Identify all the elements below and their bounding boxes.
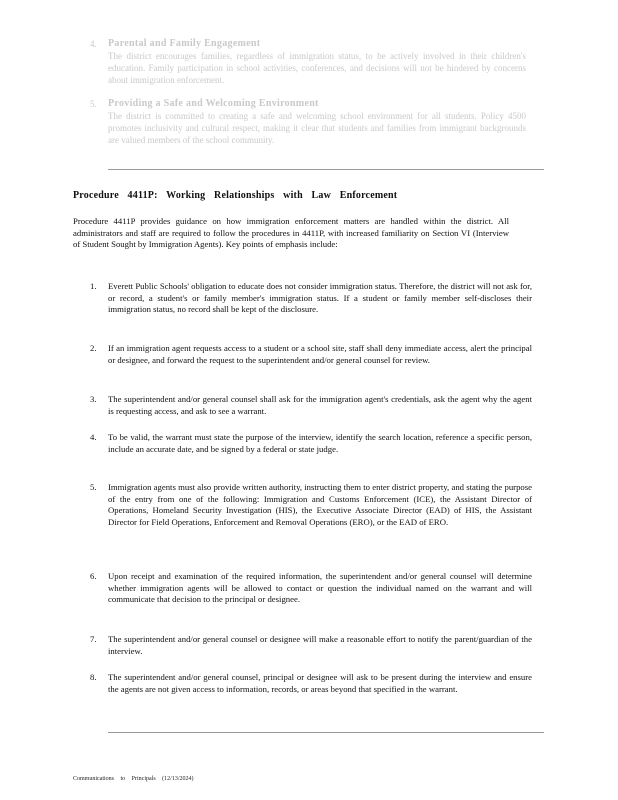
item-text: The district encourages families, regardless of immigration status, to be actively involved in their children's education. Family participation in school activities, conferences, and decisions will not be hindered by concerns about immigration enforcement.	[108, 51, 526, 85]
item-number: 5.	[90, 482, 97, 492]
item-number: 4.	[90, 39, 97, 49]
section-divider	[108, 169, 544, 170]
faded-item-4	[90, 38, 526, 86]
item-number: 8.	[90, 672, 97, 682]
section-divider	[108, 732, 544, 733]
item-number: 6.	[90, 571, 97, 581]
list-item-5	[90, 482, 532, 528]
item-text: If an immigration agent requests access to a student or a school site, staff shall deny immediate access, alert the principal or designee, and forward the request to the superintendent and/or general counsel for review.	[108, 343, 532, 365]
item-text: The superintendent and/or general counsel shall ask for the immigration agent's credentials, ask the agent why the agent is requesting access, and ask to see a warrant.	[108, 394, 532, 416]
item-heading: Parental and Family Engagement	[108, 38, 261, 49]
item-number: 4.	[90, 432, 97, 442]
procedure-intro: Procedure 4411P provides guidance on how immigration enforcement matters are handled within the district. All administrators and staff are required to follow the procedures in 4411P, with increased familiarity on Section VI (Interview of Student Sought by Immigration Agents). Key points of emphasis include:	[73, 216, 509, 249]
item-number: 5.	[90, 99, 97, 109]
item-heading: Providing a Safe and Welcoming Environment	[108, 98, 319, 109]
item-number: 7.	[90, 634, 97, 644]
procedure-title: Procedure 4411P: Working Relationships with Law Enforcement	[73, 190, 398, 201]
item-number: 2.	[90, 343, 97, 353]
list-item-4	[90, 432, 532, 455]
list-item-3	[90, 394, 532, 417]
list-item-1	[90, 281, 532, 316]
list-item-2	[90, 343, 532, 366]
list-item-6	[90, 571, 532, 606]
list-item-8	[90, 672, 532, 695]
item-text: To be valid, the warrant must state the purpose of the interview, identify the search location, reference a specific person, include an accurate date, and be signed by a federal or state judge.	[108, 432, 532, 454]
item-text: The superintendent and/or general counsel or designee will make a reasonable effort to notify the parent/guardian of the interview.	[108, 634, 532, 656]
list-item-7	[90, 634, 532, 657]
item-text: The district is committed to creating a safe and welcoming school environment for all students. Policy 4500 promotes inclusivity and cultural respect, making it clear that students and families from immigrant backgrounds are valued members of the school community.	[108, 111, 526, 145]
item-text: Immigration agents must also provide written authority, instructing them to enter district property, and stating the purpose of the entry from one of the following: Immigration and Customs Enforcement (ICE), the Assistant Director of Operations, Homeland Security Investigation (HIS), the Executive Associate Director (EAD) of HIS, the Assistant Director for Field Operations, Enforcement and Removal Operations (ERO), or the EAD of ERO.	[108, 482, 532, 527]
page-footer: Communications to Principals (12/13/2024)	[73, 776, 194, 782]
faded-item-5	[90, 98, 526, 146]
item-text: Everett Public Schools' obligation to educate does not consider immigration status. Therefore, the district will not ask for, or record, a student's or family member's immigration status. If a student or family member self-discloses their immigration status, no record shall be kept of the disclosure.	[108, 281, 532, 314]
item-number: 3.	[90, 394, 97, 404]
item-number: 1.	[90, 281, 97, 291]
item-text: Upon receipt and examination of the required information, the superintendent and/or general counsel will determine whether immigration agents will be allowed to contact or question the individual named on the warrant and will communicate that decision to the principal or designee.	[108, 571, 532, 604]
item-text: The superintendent and/or general counsel, principal or designee will ask to be present during the interview and ensure the agents are not given access to information, records, or areas beyond that specified in the warrant.	[108, 672, 532, 694]
